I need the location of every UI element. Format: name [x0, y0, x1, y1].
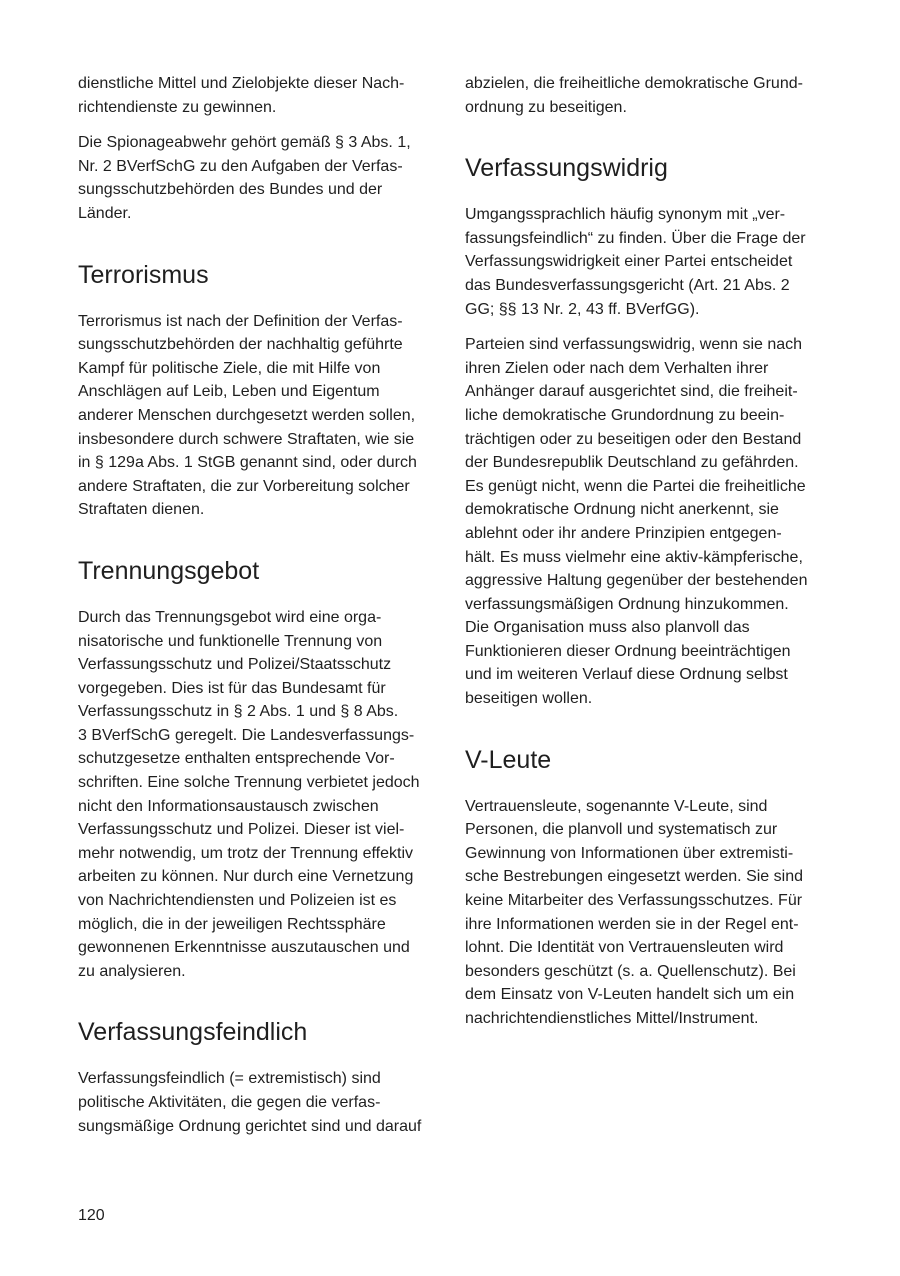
text-line: andere Straftaten, die zur Vorbereitung solcher: [78, 477, 410, 495]
text-line: sungsschutzbehörden der nachhaltig geführte: [78, 336, 403, 354]
page-number: 120: [78, 1207, 105, 1224]
text-line: anderer Menschen durchgesetzt werden sollen,: [78, 406, 416, 424]
text-line: 3 BVerfSchG geregelt. Die Landesverfassungs-: [78, 726, 415, 744]
paragraph-terrorismus: [78, 310, 438, 522]
text-line: keine Mitarbeiter des Verfassungsschutzes. Für: [465, 892, 803, 910]
heading-trennungsgebot: Trennungsgebot: [78, 556, 260, 585]
text-line: GG; §§ 13 Nr. 2, 43 ff. BVerfGG).: [465, 300, 700, 318]
text-line: ablehnt oder ihr andere Prinzipien entgegen-: [465, 524, 782, 542]
text-line: vorgegeben. Dies ist für das Bundesamt für: [78, 679, 386, 697]
right-column: [465, 72, 825, 1043]
text-line: schutzgesetze enthalten entsprechende Vor-: [78, 750, 395, 768]
text-line: Durch das Trennungsgebot wird eine orga-: [78, 608, 382, 626]
text-line: Länder.: [78, 204, 132, 222]
heading-verfassungsfeindlich: Verfassungsfeindlich: [78, 1018, 308, 1047]
text-line: Verfassungsfeindlich (= extremistisch) sind: [78, 1070, 381, 1088]
text-line: mehr notwendig, um trotz der Trennung effektiv: [78, 844, 413, 862]
text-line: politische Aktivitäten, die gegen die verfas-: [78, 1094, 381, 1111]
text-line: sungsmäßige Ordnung gerichtet sind und darauf: [78, 1117, 422, 1135]
text-line: insbesondere durch schwere Straftaten, wie sie: [78, 430, 415, 448]
text-line: ihre Informationen werden sie in der Regel ent-: [465, 915, 799, 933]
text-line: aggressive Haltung gegenüber der bestehenden: [465, 572, 808, 590]
text-line: fassungsfeindlich“ zu finden. Über die Frage der: [465, 229, 806, 247]
text-line: hält. Es muss vielmehr eine aktiv-kämpferische,: [465, 548, 803, 566]
text-line: das Bundesverfassungsgericht (Art. 21 Abs. 2: [465, 276, 790, 294]
text-line: Straftaten dienen.: [78, 501, 205, 519]
text-line: von Nachrichtendiensten und Polizeien ist es: [78, 892, 397, 910]
paragraph-verfassungsfeindlich: [78, 1067, 438, 1138]
text-line: der Bundesrepublik Deutschland zu gefährden.: [465, 454, 799, 472]
text-line: Verfassungswidrigkeit einer Partei entscheidet: [465, 253, 793, 271]
heading-terrorismus: Terrorismus: [78, 260, 209, 289]
text-line: in § 129a Abs. 1 StGB genannt sind, oder durch: [78, 454, 417, 472]
text-line: trächtigen oder zu beseitigen oder den Bestand: [465, 430, 802, 448]
text-line: Die Spionageabwehr gehört gemäß § 3 Abs. 1,: [78, 134, 411, 152]
paragraph-verfassungswidrig-1: [465, 203, 825, 321]
text-line: richtendienste zu gewinnen.: [78, 98, 277, 116]
text-line: Personen, die planvoll und systematisch zur: [465, 821, 778, 839]
heading-v-leute: V-Leute: [465, 745, 552, 774]
text-line: Umgangssprachlich häufig synonym mit „ver-: [465, 206, 786, 224]
text-line: nachrichtendienstliches Mittel/Instrument.: [465, 1010, 759, 1027]
text-line: Die Organisation muss also planvoll das: [465, 619, 750, 637]
text-line: demokratische Ordnung nicht anerkennt, sie: [465, 501, 779, 519]
text-line: verfassungsmäßigen Ordnung hinzukommen.: [465, 595, 789, 613]
text-line: und im weiteren Verlauf diese Ordnung selbst: [465, 666, 788, 684]
text-line: besonders geschützt (s. a. Quellenschutz). Bei: [465, 962, 796, 980]
text-line: arbeiten zu können. Nur durch eine Vernetzung: [78, 868, 414, 886]
text-line: zu analysieren.: [78, 962, 186, 980]
text-line: liche demokratische Grundordnung zu beein-: [465, 406, 785, 424]
heading-verfassungswidrig: Verfassungswidrig: [465, 154, 668, 183]
text-line: Vertrauensleute, sogenannte V-Leute, sind: [465, 797, 768, 815]
text-line: gewonnenen Erkenntnisse auszutauschen und: [78, 939, 410, 957]
text-line: Nr. 2 BVerfSchG zu den Aufgaben der Verfas-: [78, 157, 403, 175]
text-line: sche Bestrebungen eingesetzt werden. Sie sind: [465, 868, 803, 886]
paragraph-continuation: [465, 72, 825, 119]
text-line: Funktionieren dieser Ordnung beeinträchtigen: [465, 642, 791, 660]
paragraph-spionageabwehr: [78, 131, 438, 225]
text-line: sungsschutzbehörden des Bundes und der: [78, 181, 383, 199]
paragraph-verfassungswidrig-2: [465, 333, 825, 711]
text-line: lohnt. Die Identität von Vertrauensleuten wird: [465, 939, 784, 957]
text-line: ordnung zu beseitigen.: [465, 98, 627, 116]
text-line: nicht den Informationsaustausch zwischen: [78, 797, 379, 815]
text-line: Gewinnung von Informationen über extremisti-: [465, 844, 794, 862]
text-line: Parteien sind verfassungswidrig, wenn sie nach: [465, 336, 803, 354]
text-line: ihren Zielen oder nach dem Verhalten ihrer: [465, 359, 769, 377]
paragraph-v-leute: [465, 795, 825, 1031]
text-line: Anschlägen auf Leib, Leben und Eigentum: [78, 383, 380, 401]
text-line: dem Einsatz von V-Leuten handelt sich um ein: [465, 986, 795, 1004]
text-line: schriften. Eine solche Trennung verbietet jedoch: [78, 774, 420, 792]
text-line: Verfassungsschutz in § 2 Abs. 1 und § 8 Abs.: [78, 703, 399, 721]
text-line: beseitigen wollen.: [465, 690, 593, 708]
text-line: Anhänger darauf ausgerichtet sind, die freiheit-: [465, 383, 798, 401]
text-line: nisatorische und funktionelle Trennung von: [78, 632, 383, 650]
paragraph-intro: [78, 72, 438, 119]
paragraph-trennungsgebot: [78, 606, 438, 984]
text-line: abzielen, die freiheitliche demokratische Grund-: [465, 75, 803, 92]
text-line: Es genügt nicht, wenn die Partei die freiheitliche: [465, 477, 806, 495]
text-line: Verfassungsschutz und Polizei. Dieser ist viel-: [78, 821, 405, 839]
text-line: Kampf für politische Ziele, die mit Hilfe von: [78, 359, 381, 377]
text-line: Terrorismus ist nach der Definition der Verfas-: [78, 312, 403, 330]
text-line: dienstliche Mittel und Zielobjekte dieser Nach-: [78, 75, 405, 92]
text-line: Verfassungsschutz und Polizei/Staatsschutz: [78, 656, 392, 674]
left-column: [78, 72, 438, 1150]
text-line: möglich, die in der jeweiligen Rechtssphäre: [78, 915, 386, 933]
